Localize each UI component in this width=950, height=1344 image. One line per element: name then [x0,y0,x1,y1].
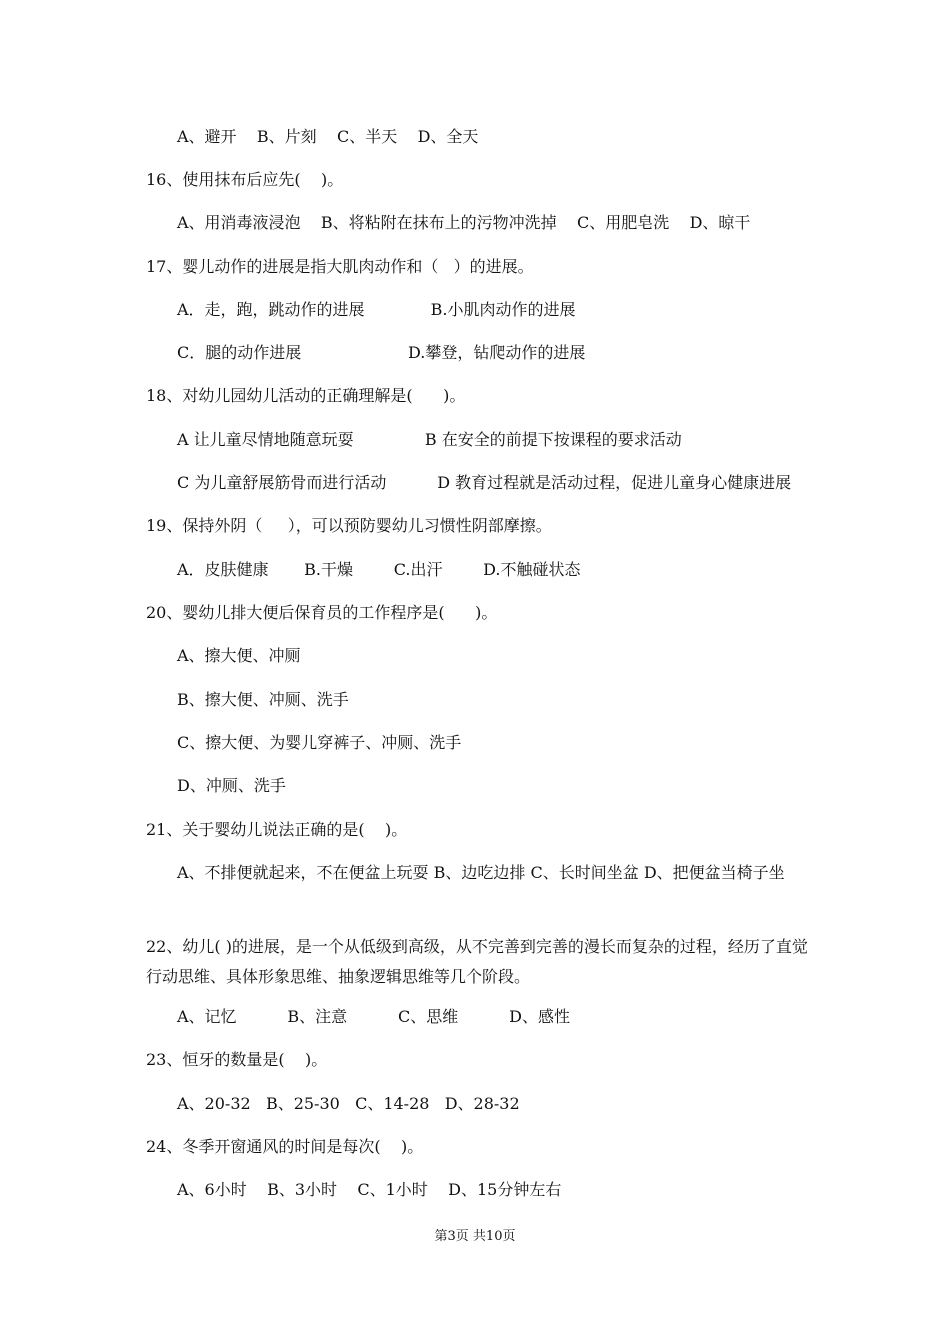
q20-option-a: A、擦大便、冲厕 [177,646,301,665]
q17-options-ab: A．走，跑，跳动作的进展 B.小肌肉动作的进展 [177,300,576,319]
q21-options: A、不排便就起来，不在便盆上玩耍 B、边吃边排 C、长时间坐盆 D、把便盆当椅子坐 [177,863,785,882]
question-17: 17、婴儿动作的进展是指大肌肉动作和（ ）的进展。 [146,257,534,276]
question-16: 16、使用抹布后应先( )。 [146,170,344,189]
q17-options-cd: C．腿的动作进展 D.攀登，钻爬动作的进展 [177,343,586,362]
question-18: 18、对幼儿园幼儿活动的正确理解是( )。 [146,386,466,405]
q18-options-cd: C 为儿童舒展筋骨而进行活动 D 教育过程就是活动过程，促进儿童身心健康进展 [177,473,792,492]
page-number-footer: 第3页 共10页 [434,1229,516,1244]
q20-option-b: B、擦大便、冲厕、洗手 [177,690,349,709]
question-19: 19、保持外阴（ ），可以预防婴幼儿习惯性阴部摩擦。 [146,516,552,535]
question-22: 22、幼儿( )的进展，是一个从低级到高级，从不完善到完善的漫长而复杂的过程，经历了直觉行动思维、具体形象思维、抽象逻辑思维等几个阶段。 [146,937,808,986]
q16-options: A、用消毒液浸泡 B、将粘附在抹布上的污物冲洗掉 C、用肥皂洗 D、晾干 [177,213,751,232]
q20-option-c: C、擦大便、为婴儿穿裤子、冲厕、洗手 [177,733,462,752]
question-23: 23、恒牙的数量是( )。 [146,1050,328,1069]
q15-options: A、避开 B、片刻 C、半天 D、全天 [177,127,479,146]
q19-options: A．皮肤健康 B.干燥 C.出汗 D.不触碰状态 [177,560,581,579]
q24-options: A、6小时 B、3小时 C、1小时 D、15分钟左右 [177,1180,562,1199]
question-24: 24、冬季开窗通风的时间是每次( )。 [146,1137,424,1156]
q23-options: A、20-32 B、25-30 C、14-28 D、28-32 [177,1094,520,1113]
q18-options-ab: A 让儿童尽情地随意玩耍 B 在安全的前提下按课程的要求活动 [177,430,682,449]
q20-option-d: D、冲厕、洗手 [177,776,286,795]
question-21: 21、关于婴幼儿说法正确的是( )。 [146,820,408,839]
question-20: 20、婴幼儿排大便后保育员的工作程序是( )。 [146,603,498,622]
q22-options: A、记忆 B、注意 C、思维 D、感性 [177,1007,570,1026]
